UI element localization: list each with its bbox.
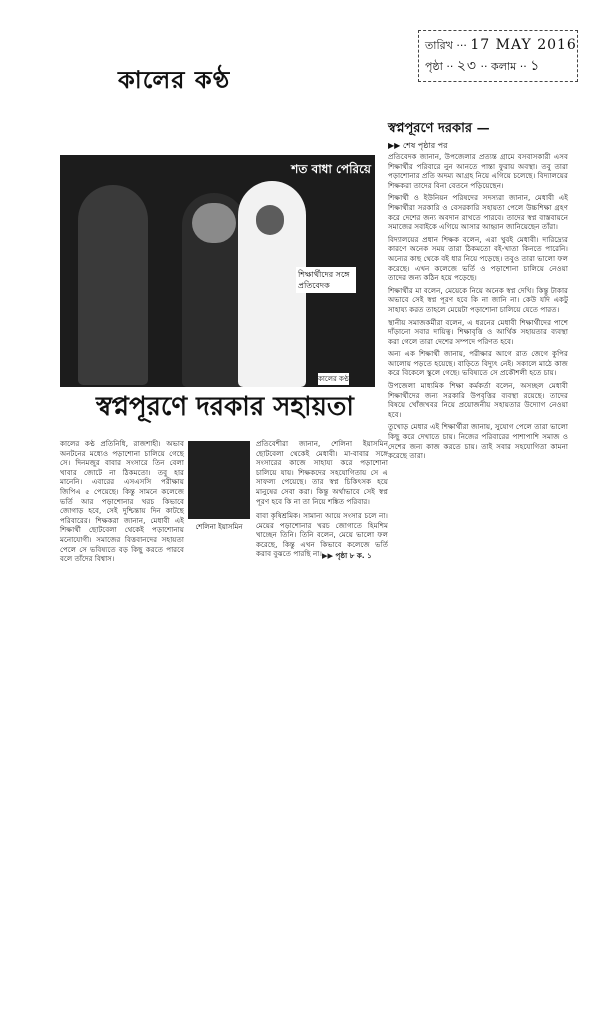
article-kicker: শত বাধা পেরিয়ে (291, 162, 371, 176)
paragraph: প্রতিবেদক জানান, উপজেলার প্রত্যন্ত গ্রামে বসবাসকারী এসব শিক্ষার্থীর পরিবারে নুন আনতে পান্তা ফুরায় অবস্থা। তবু তারা পড়াশোনার প্রতি অদম্য আগ্রহ নিয়ে এগিয়ে চলেছে। বিদ্যালয়ের শিক্ষকরা তাদের বিনা বেতনে পড়িয়েছেন। (388, 152, 568, 190)
inset-portrait (188, 441, 250, 519)
photo-person-left (78, 185, 148, 385)
paragraph: অন্য এক শিক্ষার্থী জানায়, পরীক্ষার আগে রাত জেগে কুপির আলোয় পড়তে হয়েছে। বাড়িতে বিদ্যুৎ নেই। সকালে মাঠে কাজ করে বিকেলে স্কুলে গেছে। ভবিষ্যতে সে প্রকৌশলী হতে চায়। (388, 349, 568, 378)
inset-caption: শেলিনা ইয়াসমিন (195, 523, 243, 531)
paragraph: শিক্ষার্থীর মা বলেন, মেয়েকে নিয়ে অনেক স্বপ্ন দেখি। কিন্তু টাকার অভাবে সেই স্বপ্ন পূরণ হবে কি না জানি না। কেউ যদি একটু সাহায্য করত তাহলে মেয়েটা পড়াশোনা চালিয়ে যেতে পারত। (388, 285, 568, 314)
paragraph: তুখোড় মেধার এই শিক্ষার্থীরা জানায়, সুযোগ পেলে তারা ভালো কিছু করে দেখাতে চায়। নিজের পরিবারের পাশাপাশি সমাজ ও দেশের জন্য কাজ করতে চায়। তাই সবার সহযোগিতা কামনা করেছে তারা। (388, 422, 568, 461)
stamp-date-label: তারিখ (425, 39, 453, 52)
stamp-date-row: তারিখ ··· 17 MAY 2016 (425, 37, 577, 53)
newspaper-masthead: কালের কণ্ঠ (118, 65, 231, 94)
article-headline: স্বপ্নপূরণে দরকার সহায়তা (96, 392, 354, 422)
continuation-heading: স্বপ্নপূরণে দরকার — (388, 121, 490, 136)
archive-stamp (418, 30, 578, 82)
continuation-column (388, 118, 568, 958)
stamp-page-label: পৃষ্ঠা (425, 60, 443, 73)
photo-credit: কালের কণ্ঠ (318, 375, 349, 383)
continuation-body (388, 152, 568, 461)
article-jump-line: ▶▶ পৃষ্ঠা ৮ ক. ১ (322, 551, 372, 560)
article-photo (60, 155, 375, 387)
photo-face-right (256, 205, 284, 235)
stamp-page-row: পৃষ্ঠা ·· ২৩ ·· কলাম ·· ১ (425, 58, 541, 74)
paragraph: উপজেলা মাধ্যমিক শিক্ষা কর্মকর্তা বলেন, অসচ্ছল মেধাবী শিক্ষার্থীদের জন্য সরকারি উপবৃত্তির ব্যবস্থা রয়েছে। তাদের বিষয়ে খোঁজখবর নিয়ে প্রয়োজনীয় সহায়তার উদ্যোগ নেওয়া হবে। (388, 381, 568, 419)
news-article (60, 155, 390, 565)
article-column-3: বাবা কৃষিশ্রমিক। সামান্য আয়ে সংসার চলে না। মেয়ের পড়াশোনার খরচ জোগাতে হিমশিম খাচ্ছেন তিনি। তিনি বলেন, মেয়ে ভালো ফল করেছে, কিন্তু এখন কিভাবে কলেজে ভর্তি করাব বুঝতে পারছি না। (256, 511, 388, 559)
article-column-2: প্রতিবেশীরা জানান, শেলিনা ইয়াসমিন ছোটবেলা থেকেই মেধাবী। মা-বাবার সঙ্গে সংসারের কাজে সাহায্য করে পড়াশোনা চালিয়ে যায়। শিক্ষকদের সহযোগিতায় সে এ সাফল্য পেয়েছে। তার স্বপ্ন চিকিৎসক হয়ে মানুষের সেবা করা। কিন্তু অর্থাভাবে সেই স্বপ্ন পূরণ হবে কি না তা নিয়ে শঙ্কিত পরিবার। (256, 439, 388, 506)
paragraph: বিদ্যালয়ের প্রধান শিক্ষক বলেন, এরা খুবই মেধাবী। দারিদ্র্যের কারণে অনেক সময় তারা ঠিকমতো বই-খাতা কিনতে পারেনি। অন্যের কাছ থেকে বই ধার নিয়ে পড়েছে। তবুও তারা ভালো ফল করেছে। এখন কলেজে ভর্তি ও পড়াশোনা চালিয়ে নেওয়া তাদের জন্য কঠিন হয়ে পড়েছে। (388, 234, 568, 283)
stamp-column-value: ১ (530, 58, 541, 74)
stamp-page-value: ২৩ (456, 58, 478, 74)
paragraph: শিক্ষার্থী ও ইউনিয়ন পরিষদের সদস্যরা জানান, মেধাবী এই শিক্ষার্থীরা সরকারি ও বেসরকারি সহায়তা পেলে উচ্চশিক্ষা গ্রহণ করে দেশের জন্য অবদান রাখতে পারবে। তাদের স্বপ্ন বাস্তবায়নে সমাজের সবাইকে এগিয়ে আসার আহ্বান জানিয়েছেন তাঁরা। (388, 193, 568, 232)
article-column-1: কালের কণ্ঠ প্রতিনিধি, রাজশাহী। অভাব অনটনের মধ্যেও পড়াশোনা চালিয়ে গেছে সে। দিনমজুর বাবার সংসারে তিন বেলা খাবার জোটে না ঠিকমতো। তবু হার মানেনি। এবারের এসএসসি পরীক্ষায় জিপিএ ৫ পেয়েছে। কিন্তু সামনে কলেজে ভর্তি আর পড়াশোনার খরচ কিভাবে জোগাড় হবে, সেই দুশ্চিন্তায় দিন কাটছে পরিবারের। শিক্ষকরা জানান, মেধাবী এই শিক্ষার্থী ছোটবেলা থেকেই পড়াশোনায় মনোযোগী। সমাজের বিত্তবানদের সহায়তা পেলে সে ভবিষ্যতে বড় কিছু করতে পারবে বলে তাঁদের বিশ্বাস। (60, 439, 184, 564)
stamp-date-value: 17 MAY 2016 (470, 37, 577, 53)
stamp-column-label: কলাম (491, 60, 517, 73)
paragraph: স্থানীয় সমাজকর্মীরা বলেন, এ ধরনের মেধাবী শিক্ষার্থীদের পাশে দাঁড়ানো সবার দায়িত্ব। শিক্ষাবৃত্তি ও আর্থিক সহায়তার ব্যবস্থা করা গেলে তারা দেশের সম্পদে পরিণত হবে। (388, 317, 568, 346)
photo-caption: শিক্ষার্থীদের সঙ্গে প্রতিবেদক (296, 267, 356, 293)
photo-face-middle (192, 203, 236, 243)
continuation-from-line: ▶▶ শেষ পৃষ্ঠার পর (388, 141, 448, 150)
